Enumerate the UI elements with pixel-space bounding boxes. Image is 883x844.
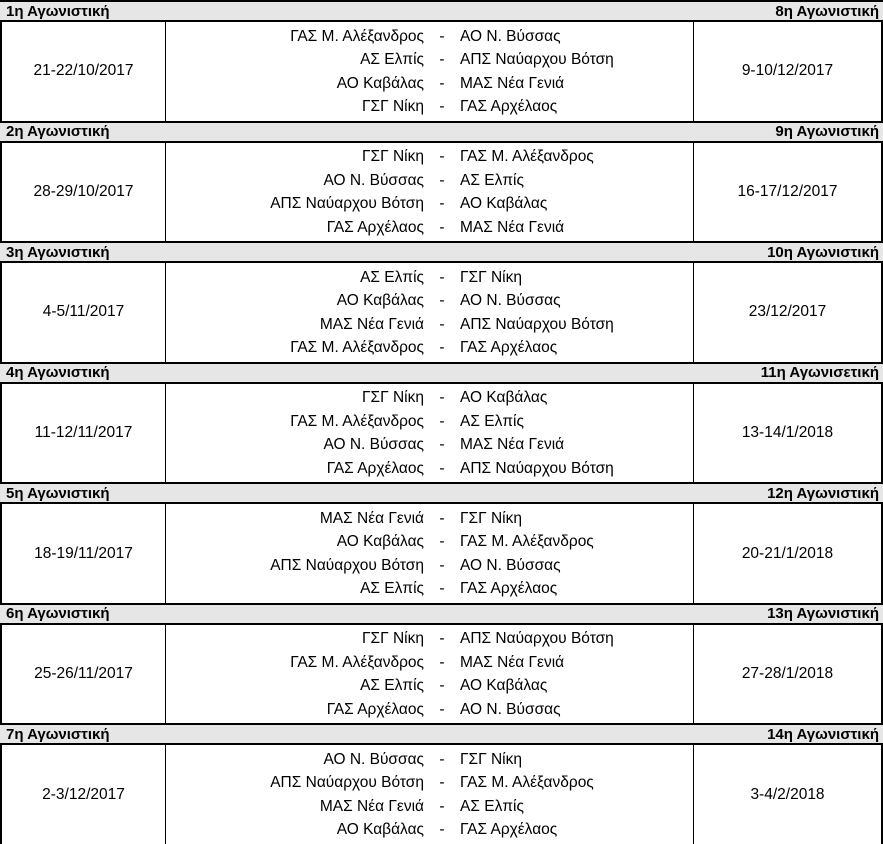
round-header	[0, 241, 883, 263]
round-body	[0, 384, 883, 483]
second-leg-round-label: 9η Αγωνιστική	[775, 123, 879, 141]
round-header	[0, 723, 883, 745]
match-row	[166, 771, 693, 794]
second-leg-round-label: 14η Αγωνιστική	[767, 725, 879, 743]
away-team: ΓΑΣ Μ. Αλέξανδρος	[460, 533, 594, 551]
home-team: ΑΟ Ν. Βύσσας	[323, 436, 424, 454]
second-leg-date: 3-4/2/2018	[693, 745, 881, 844]
match-separator: -	[439, 580, 445, 598]
home-team: ΓΑΣ Μ. Αλέξανδρος	[290, 653, 424, 671]
away-team: ΓΑΣ Αρχέλαος	[460, 339, 558, 357]
home-team: ΜΑΣ Νέα Γενιά	[319, 315, 424, 333]
match-row	[166, 192, 693, 215]
first-leg-date: 28-29/10/2017	[2, 143, 166, 242]
first-leg-round-label: 6η Αγωνιστική	[6, 605, 110, 623]
round-header	[0, 121, 883, 143]
away-team: ΓΑΣ Αρχέλαος	[460, 580, 558, 598]
match-separator: -	[439, 556, 445, 574]
first-leg-round-label: 2η Αγωνιστική	[6, 123, 110, 141]
home-team: ΑΟ Καβάλας	[336, 74, 424, 92]
round-body	[0, 504, 883, 603]
match-list	[166, 22, 693, 121]
second-leg-date: 23/12/2017	[693, 263, 881, 362]
away-team: ΓΑΣ Μ. Αλέξανδρος	[460, 148, 594, 166]
match-row	[166, 748, 693, 771]
away-team: ΓΣΓ Νίκη	[460, 268, 522, 286]
first-leg-round-label: 1η Αγωνιστική	[6, 2, 110, 20]
home-team: ΓΑΣ Αρχέλαος	[326, 218, 424, 236]
away-team: ΓΣΓ Νίκη	[460, 750, 522, 768]
match-separator: -	[439, 821, 445, 839]
match-separator: -	[439, 630, 445, 648]
first-leg-round-label: 3η Αγωνιστική	[6, 243, 110, 261]
home-team: ΓΣΓ Νίκη	[362, 630, 424, 648]
home-team: ΑΣ Ελπίς	[360, 268, 424, 286]
match-separator: -	[439, 774, 445, 792]
match-list	[166, 504, 693, 603]
second-leg-date: 9-10/12/2017	[693, 22, 881, 121]
away-team: ΑΟ Καβάλας	[460, 389, 548, 407]
round-header	[0, 0, 883, 22]
match-row	[166, 651, 693, 674]
home-team: ΓΣΓ Νίκη	[362, 98, 424, 115]
match-row	[166, 577, 693, 600]
home-team: ΓΑΣ Μ. Αλέξανδρος	[290, 412, 424, 430]
match-row	[166, 266, 693, 289]
match-row	[166, 410, 693, 433]
round-block	[0, 0, 883, 121]
away-team: ΓΑΣ Μ. Αλέξανδρος	[460, 774, 594, 792]
home-team: ΑΣ Ελπίς	[360, 677, 424, 695]
match-separator: -	[439, 436, 445, 454]
second-leg-round-label: 8η Αγωνιστική	[775, 2, 879, 20]
away-team: ΑΠΣ Ναύαρχου Βότση	[460, 630, 614, 648]
round-body	[0, 625, 883, 724]
round-header	[0, 603, 883, 625]
match-separator: -	[439, 797, 445, 815]
away-team: ΑΟ Καβάλας	[460, 195, 548, 213]
away-team: ΓΑΣ Αρχέλαος	[460, 821, 558, 839]
match-row	[166, 169, 693, 192]
away-team: ΑΠΣ Ναύαρχου Βότση	[460, 315, 614, 333]
away-team: ΜΑΣ Νέα Γενιά	[460, 74, 565, 92]
match-row	[166, 145, 693, 168]
match-list	[166, 143, 693, 242]
away-team: ΑΠΣ Ναύαρχου Βότση	[460, 459, 614, 477]
away-team: ΜΑΣ Νέα Γενιά	[460, 653, 565, 671]
round-body	[0, 745, 883, 844]
round-body	[0, 263, 883, 362]
match-separator: -	[439, 653, 445, 671]
match-row	[166, 433, 693, 456]
match-separator: -	[439, 750, 445, 768]
match-separator: -	[439, 533, 445, 551]
round-block	[0, 121, 883, 242]
away-team: ΑΟ Ν. Βύσσας	[460, 700, 561, 718]
home-team: ΑΠΣ Ναύαρχου Βότση	[270, 556, 424, 574]
match-separator: -	[439, 195, 445, 213]
away-team: ΑΟ Καβάλας	[460, 677, 548, 695]
match-separator: -	[439, 389, 445, 407]
match-list	[166, 745, 693, 844]
away-team: ΜΑΣ Νέα Γενιά	[460, 436, 565, 454]
first-leg-date: 18-19/11/2017	[2, 504, 166, 603]
match-row	[166, 72, 693, 95]
match-separator: -	[439, 74, 445, 92]
away-team: ΑΠΣ Ναύαρχου Βότση	[460, 51, 614, 68]
match-list	[166, 384, 693, 483]
home-team: ΑΠΣ Ναύαρχου Βότση	[270, 195, 424, 213]
round-block	[0, 241, 883, 362]
match-row	[166, 507, 693, 530]
match-row	[166, 289, 693, 312]
round-block	[0, 723, 883, 844]
home-team: ΓΣΓ Νίκη	[362, 389, 424, 407]
match-row	[166, 48, 693, 71]
home-team: ΑΠΣ Ναύαρχου Βότση	[270, 774, 424, 792]
second-leg-round-label: 11η Αγωνισετική	[760, 364, 879, 382]
away-team: ΜΑΣ Νέα Γενιά	[460, 218, 565, 236]
match-row	[166, 216, 693, 239]
away-team: ΑΟ Ν. Βύσσας	[460, 27, 561, 45]
match-row	[166, 795, 693, 818]
round-header	[0, 482, 883, 504]
match-separator: -	[439, 27, 445, 45]
home-team: ΑΣ Ελπίς	[360, 51, 424, 68]
first-leg-date: 4-5/11/2017	[2, 263, 166, 362]
first-leg-date: 11-12/11/2017	[2, 384, 166, 483]
away-team: ΑΣ Ελπίς	[460, 412, 524, 430]
away-team: ΓΣΓ Νίκη	[460, 509, 522, 527]
match-separator: -	[439, 292, 445, 310]
match-separator: -	[439, 700, 445, 718]
match-separator: -	[439, 218, 445, 236]
round-block	[0, 362, 883, 483]
away-team: ΑΣ Ελπίς	[460, 797, 524, 815]
home-team: ΜΑΣ Νέα Γενιά	[319, 797, 424, 815]
match-list	[166, 625, 693, 724]
home-team: ΓΑΣ Αρχέλαος	[326, 459, 424, 477]
match-separator: -	[439, 268, 445, 286]
away-team: ΑΟ Ν. Βύσσας	[460, 292, 561, 310]
match-list	[166, 263, 693, 362]
first-leg-round-label: 7η Αγωνιστική	[6, 725, 110, 743]
away-team: ΓΑΣ Αρχέλαος	[460, 98, 558, 115]
home-team: ΑΟ Καβάλας	[336, 533, 424, 551]
home-team: ΑΟ Καβάλας	[336, 292, 424, 310]
match-separator: -	[439, 459, 445, 477]
home-team: ΑΟ Ν. Βύσσας	[323, 171, 424, 189]
match-separator: -	[439, 339, 445, 357]
home-team: ΑΟ Καβάλας	[336, 821, 424, 839]
home-team: ΜΑΣ Νέα Γενιά	[319, 509, 424, 527]
match-separator: -	[439, 171, 445, 189]
away-team: ΑΣ Ελπίς	[460, 171, 524, 189]
first-leg-round-label: 5η Αγωνιστική	[6, 484, 110, 502]
first-leg-round-label: 4η Αγωνιστική	[6, 364, 110, 382]
match-row	[166, 530, 693, 553]
match-row	[166, 554, 693, 577]
home-team: ΑΣ Ελπίς	[360, 580, 424, 598]
first-leg-date: 2-3/12/2017	[2, 745, 166, 844]
match-row	[166, 386, 693, 409]
match-separator: -	[439, 509, 445, 527]
round-block	[0, 482, 883, 603]
second-leg-round-label: 10η Αγωνιστική	[767, 243, 879, 261]
second-leg-date: 27-28/1/2018	[693, 625, 881, 724]
home-team: ΓΑΣ Μ. Αλέξανδρος	[290, 339, 424, 357]
match-separator: -	[439, 412, 445, 430]
match-row	[166, 336, 693, 359]
match-row	[166, 457, 693, 480]
first-leg-date: 21-22/10/2017	[2, 22, 166, 121]
round-block	[0, 603, 883, 724]
away-team: ΑΟ Ν. Βύσσας	[460, 556, 561, 574]
second-leg-date: 16-17/12/2017	[693, 143, 881, 242]
second-leg-round-label: 12η Αγωνιστική	[767, 484, 879, 502]
second-leg-date: 20-21/1/2018	[693, 504, 881, 603]
second-leg-round-label: 13η Αγωνιστική	[767, 605, 879, 623]
match-separator: -	[439, 148, 445, 166]
second-leg-date: 13-14/1/2018	[693, 384, 881, 483]
home-team: ΓΑΣ Αρχέλαος	[326, 700, 424, 718]
home-team: ΓΑΣ Μ. Αλέξανδρος	[290, 27, 424, 45]
match-separator: -	[439, 677, 445, 695]
match-row	[166, 25, 693, 48]
match-row	[166, 818, 693, 841]
match-row	[166, 698, 693, 721]
match-separator: -	[439, 51, 445, 68]
home-team: ΓΣΓ Νίκη	[362, 148, 424, 166]
match-row	[166, 313, 693, 336]
round-body	[0, 143, 883, 242]
match-separator: -	[439, 315, 445, 333]
match-row	[166, 95, 693, 118]
match-row	[166, 627, 693, 650]
first-leg-date: 25-26/11/2017	[2, 625, 166, 724]
round-header	[0, 362, 883, 384]
home-team: ΑΟ Ν. Βύσσας	[323, 750, 424, 768]
match-separator: -	[439, 98, 445, 115]
match-row	[166, 674, 693, 697]
round-body	[0, 22, 883, 121]
